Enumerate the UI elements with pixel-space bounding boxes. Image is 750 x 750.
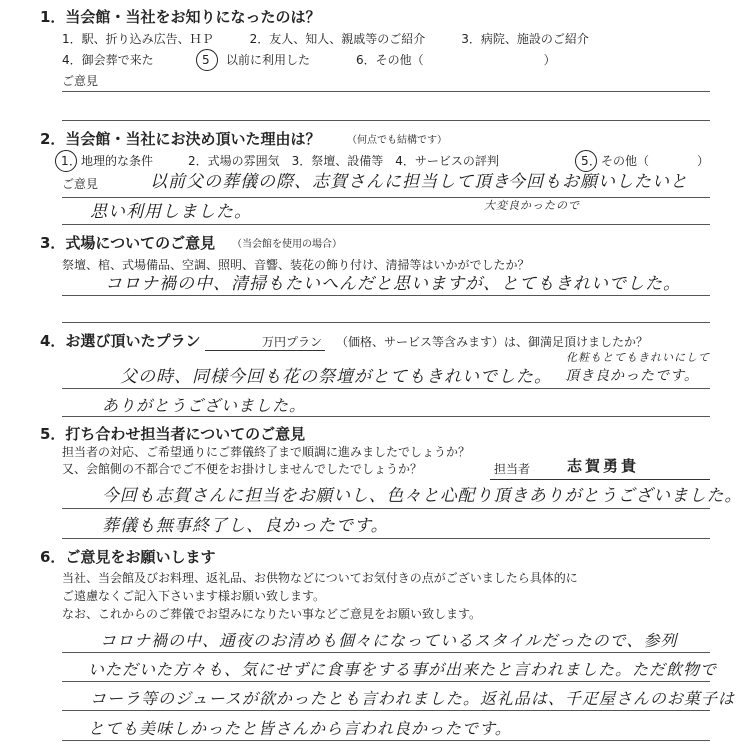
handwritten-comment: 葬儀も無事終了し、良かったです。: [102, 516, 389, 536]
section-2-comment-line: [62, 224, 710, 225]
section-2-comment-line: [62, 197, 710, 198]
staff-name: 志賀勇貴: [567, 457, 640, 475]
section-1-comment-line: [62, 120, 710, 121]
handwritten-comment: ありがとうございました。: [102, 396, 307, 415]
staff-underline: [490, 479, 710, 480]
section-1-comment-label: ご意見: [62, 74, 99, 88]
handwritten-insert: 化粧もとてもきれいにして: [566, 351, 710, 364]
handwritten-insert: 大変良かったので: [484, 199, 580, 212]
section-2-option-5: ．その他（ ）: [589, 154, 710, 168]
handwritten-comment: 今回も志賀さんに担当をお願いし、色々と心配り頂きありがとうございました。: [102, 486, 743, 506]
section-6-instruction-2: ご遠慮なくご記入下さいます様お願い致します。: [62, 589, 326, 603]
section-3-comment-line: [62, 322, 710, 323]
section-6-instruction-1: 当社、当会館及びお料理、返礼品、お供物などについてお気付きの点がございましたら具体的に: [62, 571, 578, 585]
section-1-title: 1．当会館・当社をお知りになったのは？: [40, 8, 321, 26]
handwritten-comment: いただいた方々も、気にせずに食事をする事が出来たと言われました。ただ飲物で: [88, 660, 718, 679]
section-6-title: 6．ご意見をお願いします: [40, 548, 216, 566]
handwritten-comment: コロナ禍の中、清掃もたいへんだと思いますが、とてもきれいでした。: [105, 274, 681, 294]
plan-amount-underline: [205, 350, 325, 351]
handwritten-comment: 頂き良かったです。: [565, 368, 699, 384]
section-5-comment-line: [62, 538, 710, 539]
section-1-comment-line: [62, 91, 710, 92]
handwritten-comment: 思い利用しました。: [90, 202, 252, 222]
handwritten-comment: コロナ禍の中、通夜のお清めも個々になっているスタイルだったので、参列: [100, 631, 678, 650]
handwritten-comment: 以前父の葬儀の際、志賀さんに担当して頂き: [150, 172, 510, 192]
section-5-comment-line: [62, 508, 710, 509]
section-1-option-5-number: 5: [202, 53, 210, 67]
staff-label: 担当者: [494, 462, 531, 476]
section-4-comment-line: [62, 416, 710, 417]
section-2-option-1-number: 1: [61, 154, 69, 168]
section-5-title: 5．打ち合わせ担当者についてのご意見: [40, 425, 306, 443]
section-6-comment-line: [62, 681, 710, 682]
section-2-option-5-number: 5: [581, 154, 589, 168]
section-1-options-row1: 1．駅、折り込み広告、ＨＰ 2．友人、知人、親戚等のご紹介 3．病院、施設のご紹介: [62, 32, 589, 46]
section-6-comment-line: [62, 740, 710, 741]
section-1-option-5: 以前に利用した: [226, 53, 311, 67]
handwritten-comment: 父の時、同様今回も花の祭壇がとてもきれいでした。: [120, 367, 552, 387]
section-3-title: 3．式場についてのご意見: [40, 234, 216, 252]
section-1-option-6: 6．その他（ ）: [356, 53, 556, 67]
section-2-title: 2．当会館・当社にお決め頂いた理由は？: [40, 130, 321, 148]
section-5-question-1: 担当者の対応、ご希望通りにご葬儀終了まで順調に進みましたでしょうか？: [62, 445, 471, 459]
section-6-comment-line: [62, 710, 710, 711]
section-2-comment-label: ご意見: [62, 177, 99, 191]
handwritten-comment: 今回もお願いしたいと: [508, 172, 688, 192]
section-4-question: （価格、サービス等含みます）は、御満足頂けましたか？: [336, 335, 649, 349]
section-2-note: （何点でも結構です）: [347, 135, 447, 146]
section-2-options: 2．式場の雰囲気 3．祭壇、設備等 4．サービスの評判: [188, 154, 499, 168]
handwritten-comment: とても美味しかったと皆さんから言われ良かったです。: [88, 719, 512, 738]
section-5-question-2: 又、会館側の不都合でご不便をお掛けしませんでしたでしょうか？: [62, 462, 423, 476]
section-3-comment-line: [62, 295, 710, 296]
section-1-option-4: 4．御会葬で来た: [62, 53, 154, 67]
section-4-title: 4．お選び頂いたプラン: [40, 332, 201, 350]
section-3-note: （当会館を使用の場合）: [232, 239, 342, 250]
section-4-plan: 万円プラン: [262, 335, 323, 349]
section-4-comment-line: [62, 388, 710, 389]
section-6-comment-line: [62, 652, 710, 653]
section-6-instruction-3: なお、これからのご葬儀でお望みになりたい事などご意見をお願い致します。: [62, 607, 482, 621]
section-3-question: 祭壇、棺、式場備品、空調、照明、音響、装花の飾り付け、清掃等はいかがでしたか？: [62, 258, 530, 272]
handwritten-comment: コーラ等のジュースが欲かったとも言われました。返礼品は、千疋屋さんのお菓子は: [90, 689, 735, 708]
section-2-option-1: ．地理的な条件: [69, 154, 154, 168]
